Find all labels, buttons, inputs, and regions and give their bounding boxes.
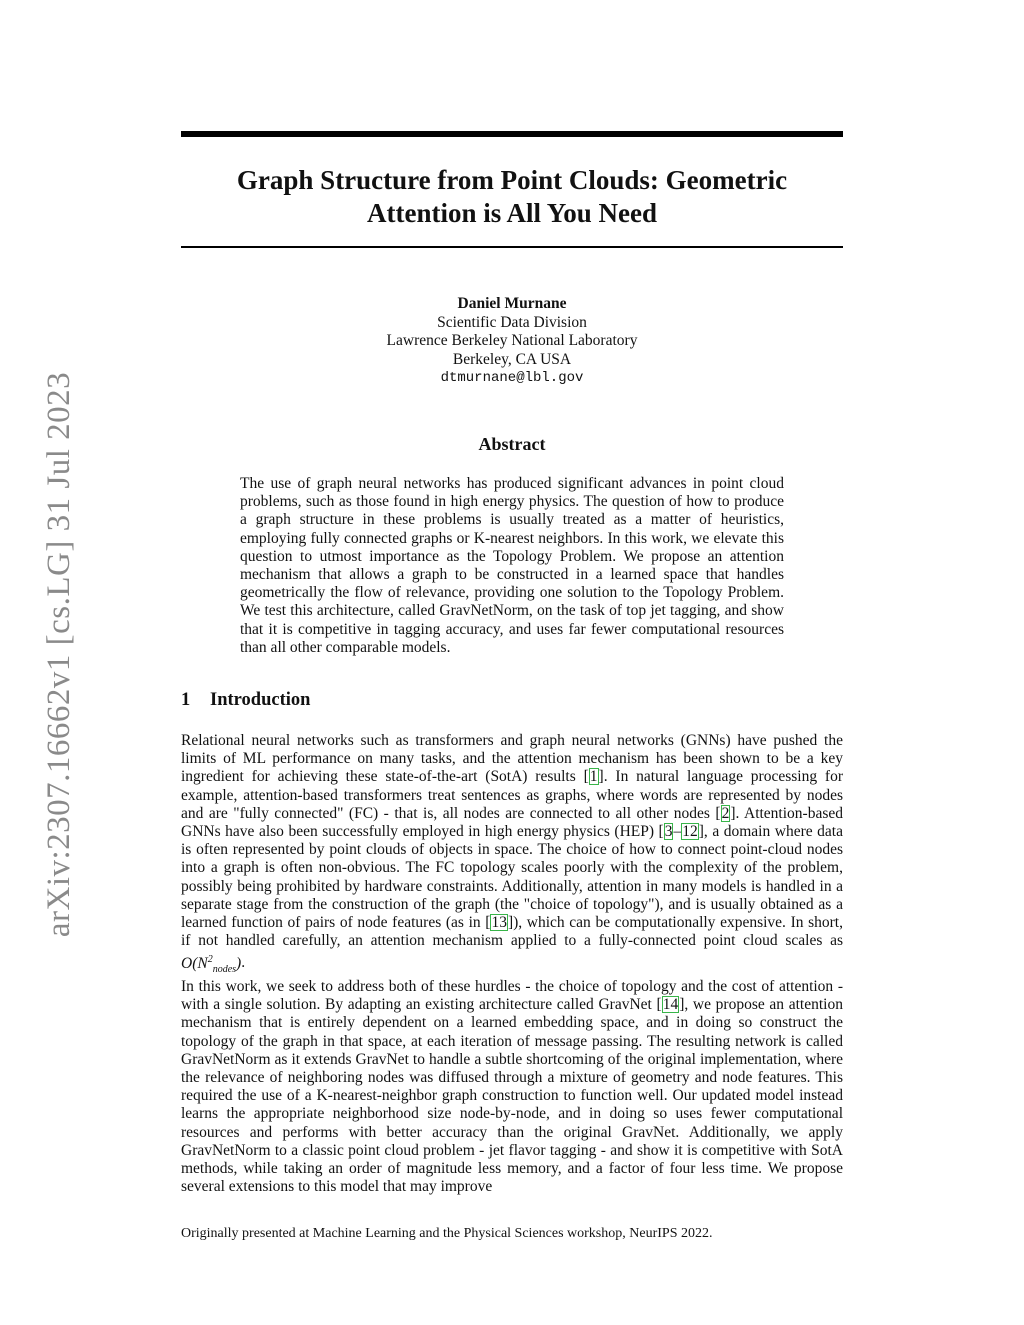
formula-close: )	[236, 954, 242, 972]
abstract-body: The use of graph neural networks has produced significant advances in point cloud problems, such as those found in high energy physics. The question of how to produce a graph structure in these problems is usually treated as a matter of heuristics, employing fully connected graphs or K-nearest neighbors. In this work, we elevate this question to utmost importance as the Topology Problem. We propose an attention mechanism that allows a graph to be constructed in a learned space that handles geometrically the flow of relevance, providing one solution to the Topology Problem. We test this architecture, called GravNetNorm, on the task of top jet tagging, and show that it is competitive in tagging accuracy, and uses far fewer computational resources than all other comparable models.	[240, 475, 784, 656]
citation-link[interactable]: 1	[589, 768, 598, 786]
intro-paragraph-1	[181, 732, 843, 979]
title-top-rule	[181, 131, 843, 137]
citation-range-dash: –	[673, 823, 682, 841]
complexity-formula	[181, 953, 242, 975]
section-heading	[181, 690, 843, 711]
p1-text-6: .	[241, 954, 246, 972]
citation-link[interactable]: 13	[491, 914, 507, 932]
p1-text-2: ]. In natural language processing for example, attention-based transformers treat sentences as graphs, where words are represented by nodes and are "fully connected" (FC) - that is, all nodes are connected to all other nodes [	[181, 768, 844, 822]
intro-paragraph-2	[181, 978, 843, 1196]
paper-title	[181, 164, 843, 230]
citation-link[interactable]: 12	[682, 823, 698, 841]
footnote: Originally presented at Machine Learning and the Physical Sciences workshop, NeurIPS 2022.	[181, 1226, 713, 1241]
p2-text-1: In this work, we seek to address both of these hurdles - the choice of topology and the cost of attention - with a single solution. By adapting an existing architecture called GravNet [	[181, 978, 843, 1014]
arxiv-stamp	[30, 364, 90, 944]
title-line-2: Attention is All You Need	[366, 198, 657, 228]
citation-link[interactable]: 14	[662, 996, 679, 1014]
citation-link[interactable]: 3	[664, 823, 673, 841]
citation-link[interactable]: 2	[721, 804, 730, 822]
arxiv-stamp-text: arXiv:2307.16662v1 [cs.LG] 31 Jul 2023	[41, 371, 78, 937]
section-title: Introduction	[210, 690, 311, 710]
formula-subscript: nodes	[212, 963, 237, 975]
p2-text-2: ], we propose an attention mechanism that is entirely dependent on a learned embedding space, and in doing so construct the topology of the graph in that space, at each iteration of message passing. The resulting network is called GravNetNorm as it extends GravNet to handle a subtle shortcoming of the original implementation, where the relevance of neighboring nodes was diffused through a mixture of geometry and node features. This required the use of a K-nearest-neighbor graph construction to function well. Our updated model instead learns the appropriate neighborhood size node-by-node, and in doing so uses fewer computational resources and performs with better accuracy than the original GravNet. Additionally, we apply GravNetNorm to a classic point cloud problem - jet flavor tagging - and show it is competitive with SotA methods, while taking an order of magnitude less memory, and a factor of four less time. We propose several extensions to this model that may improve	[181, 996, 843, 1196]
author-division: Scientific Data Division	[437, 313, 587, 331]
formula-base: O(N	[181, 954, 208, 972]
p1-text-5: ]), which can be computationally expensive. In short, if not handled carefully, an attention mechanism applied to a fully-connected point cloud scales as	[181, 914, 843, 950]
p1-text-4: ], a domain where data is often represented by point clouds of objects in space. The choice of how to connect point-cloud nodes into a graph is often non-obvious. The FC topology scales poorly with the complexity of the problem, possibly being prohibited by hardware constraints. Additionally, attention in many models is handled in a separate stage from the construction of the graph (the "choice of topology"), and is usually obtained as a learned function of pairs of node features (as in [	[181, 823, 843, 932]
abstract-heading: Abstract	[478, 434, 546, 454]
author-email[interactable]: dtmurnane@lbl.gov	[440, 370, 584, 386]
author-location: Berkeley, CA USA	[452, 350, 572, 368]
p1-text-3: ]. Attention-based GNNs have also been successfully employed in high energy physics (HEP) [	[181, 804, 843, 841]
author-name: Daniel Murnane	[457, 295, 567, 312]
title-bottom-rule	[181, 246, 843, 248]
author-institution: Lawrence Berkeley National Laboratory	[386, 332, 638, 349]
section-number: 1	[181, 690, 191, 710]
formula-exponent: 2	[207, 953, 213, 965]
author-block	[181, 295, 843, 388]
title-line-1: Graph Structure from Point Clouds: Geometric	[236, 165, 788, 195]
p1-text-1: Relational neural networks such as transformers and graph neural networks (GNNs) have pushed the limits of ML performance on many tasks, and the attention mechanism has been shown to be a key ingredient for achieving these state-of-the-art (SotA) results [	[181, 732, 843, 786]
